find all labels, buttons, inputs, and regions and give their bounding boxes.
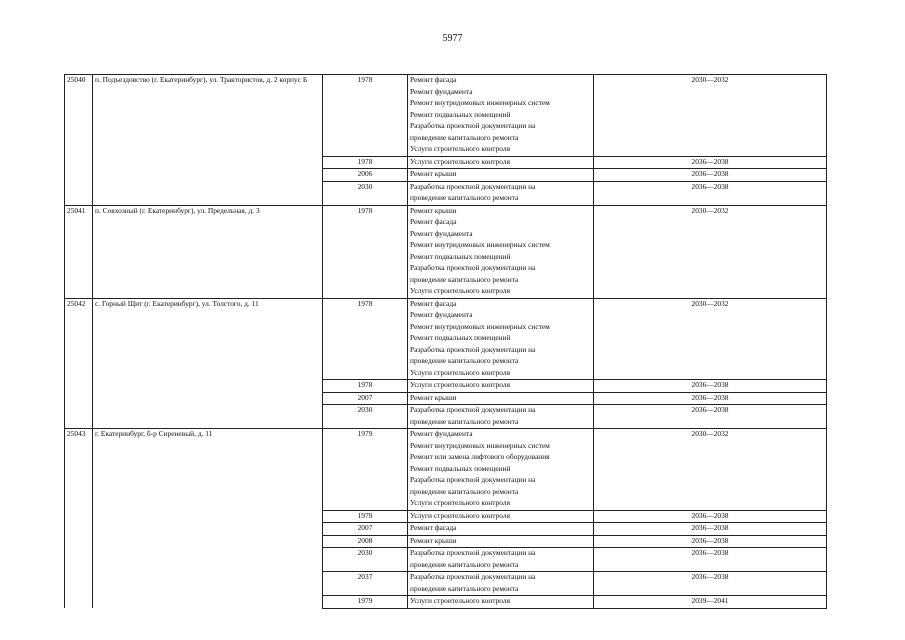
house-id: 25041 [65, 205, 93, 298]
commission-year: 1979 [323, 510, 408, 523]
work-item: Ремонт фундамента [410, 86, 473, 96]
work-item: Разработка проектной документации на [410, 121, 536, 130]
work-item: Ремонт крыши [410, 205, 457, 215]
work-item: Услуги строительного контроля [410, 380, 510, 389]
work-types [408, 169, 594, 182]
work-item: проведение капитального ремонта [410, 559, 519, 569]
commission-year: 2030 [323, 181, 408, 205]
page-number: 5977 [442, 33, 463, 44]
work-item: Ремонт подвальных помещений [410, 463, 511, 473]
work-item: Ремонт подвальных помещений [410, 251, 511, 261]
work-item: Ремонт фасада [410, 523, 457, 532]
house-address: п. Подъездовство (г. Екатеринбург), ул. Трактористов, д. 2 корпус Б [93, 75, 323, 206]
work-types [408, 405, 594, 429]
work-types [408, 181, 594, 205]
work-types [408, 75, 594, 157]
work-item: проведение капитального ремонта [410, 486, 519, 496]
capital-repair-table [64, 74, 827, 609]
work-types [408, 205, 594, 298]
commission-year: 2007 [323, 392, 408, 405]
house-id: 25040 [65, 75, 93, 206]
planned-period: 2039—2041 [594, 596, 827, 609]
work-item: Услуги строительного контроля [410, 144, 510, 153]
work-types [408, 596, 594, 609]
planned-period: 2030—2032 [594, 298, 827, 380]
work-item: Ремонт фасада [410, 217, 457, 226]
work-item: Разработка проектной документации на [410, 572, 536, 581]
work-item: Ремонт или замена лифтового оборудования [410, 452, 550, 461]
work-item: Ремонт фасада [410, 298, 457, 308]
planned-period: 2036—2038 [594, 535, 827, 548]
work-item: проведение капитального ремонта [410, 193, 519, 202]
work-types [408, 535, 594, 548]
table-row [65, 298, 827, 380]
planned-period: 2036—2038 [594, 156, 827, 169]
commission-year: 2037 [323, 572, 408, 596]
work-types [408, 380, 594, 393]
commission-year: 1979 [323, 596, 408, 609]
work-item: Ремонт фундамента [410, 228, 473, 238]
table-row [65, 429, 827, 511]
work-item: Ремонт внутридомовых инженерных систем [410, 440, 550, 450]
commission-year: 2030 [323, 405, 408, 429]
work-item: Ремонт крыши [410, 169, 457, 178]
work-item: проведение капитального ремонта [410, 583, 519, 593]
work-item: Разработка проектной документации на [410, 548, 536, 557]
house-address: с. Горный Щит (г. Екатеринбург), ул. Толстого, д. 11 [93, 298, 323, 429]
table-row [65, 205, 827, 298]
planned-period: 2030—2032 [594, 205, 827, 298]
work-item: Ремонт крыши [410, 535, 457, 545]
house-address: г. Екатеринбург, б-р Сиреневый, д. 11 [93, 429, 323, 609]
work-item: Ремонт подвальных помещений [410, 333, 511, 342]
work-item: Разработка проектной документации на [410, 181, 536, 191]
work-types [408, 392, 594, 405]
commission-year: 2007 [323, 523, 408, 536]
work-item: Разработка проектной документации на [410, 263, 536, 272]
work-item: проведение капитального ремонта [410, 274, 519, 284]
work-types [408, 429, 594, 511]
planned-period: 2036—2038 [594, 169, 827, 182]
work-item: Услуги строительного контроля [410, 286, 510, 295]
work-item: Ремонт внутридомовых инженерных систем [410, 98, 550, 107]
work-item: проведение капитального ремонта [410, 416, 519, 426]
work-types [408, 298, 594, 380]
planned-period: 2036—2038 [594, 572, 827, 596]
house-id: 25043 [65, 429, 93, 609]
work-item: Разработка проектной документации на [410, 344, 536, 354]
work-types [408, 510, 594, 523]
work-item: Ремонт крыши [410, 392, 457, 402]
commission-year: 1978 [323, 205, 408, 298]
work-item: проведение капитального ремонта [410, 132, 519, 142]
planned-period: 2036—2038 [594, 548, 827, 572]
work-item: Услуги строительного контроля [410, 156, 510, 166]
house-address: п. Совхозный (г. Екатеринбург), ул. Предельная, д. 3 [93, 205, 323, 298]
work-types [408, 523, 594, 536]
planned-period: 2036—2038 [594, 181, 827, 205]
planned-period: 2036—2038 [594, 510, 827, 523]
work-item: Ремонт внутридомовых инженерных систем [410, 321, 550, 331]
planned-period: 2030—2032 [594, 75, 827, 157]
planned-period: 2036—2038 [594, 392, 827, 405]
work-item: проведение капитального ремонта [410, 356, 519, 365]
work-item: Ремонт фасада [410, 75, 457, 84]
work-item: Разработка проектной документации на [410, 475, 536, 484]
work-types [408, 548, 594, 572]
work-types [408, 156, 594, 169]
work-item: Разработка проектной документации на [410, 405, 536, 414]
commission-year: 1978 [323, 380, 408, 393]
planned-period: 2036—2038 [594, 523, 827, 536]
house-id: 25042 [65, 298, 93, 429]
planned-period: 2036—2038 [594, 405, 827, 429]
commission-year: 1978 [323, 75, 408, 157]
commission-year: 1979 [323, 429, 408, 511]
planned-period: 2036—2038 [594, 380, 827, 393]
table-row [65, 75, 827, 157]
commission-year: 2030 [323, 548, 408, 572]
commission-year: 1978 [323, 298, 408, 380]
work-types [408, 572, 594, 596]
work-item: Ремонт фундамента [410, 310, 473, 319]
commission-year: 1978 [323, 156, 408, 169]
work-item: Ремонт внутридомовых инженерных систем [410, 240, 550, 249]
commission-year: 2008 [323, 535, 408, 548]
work-item: Ремонт подвальных помещений [410, 109, 511, 119]
commission-year: 2006 [323, 169, 408, 182]
planned-period: 2030—2032 [594, 429, 827, 511]
work-item: Услуги строительного контроля [410, 596, 510, 605]
work-item: Услуги строительного контроля [410, 367, 510, 377]
work-item: Ремонт фундамента [410, 429, 473, 438]
work-item: Услуги строительного контроля [410, 498, 510, 507]
work-item: Услуги строительного контроля [410, 510, 510, 520]
